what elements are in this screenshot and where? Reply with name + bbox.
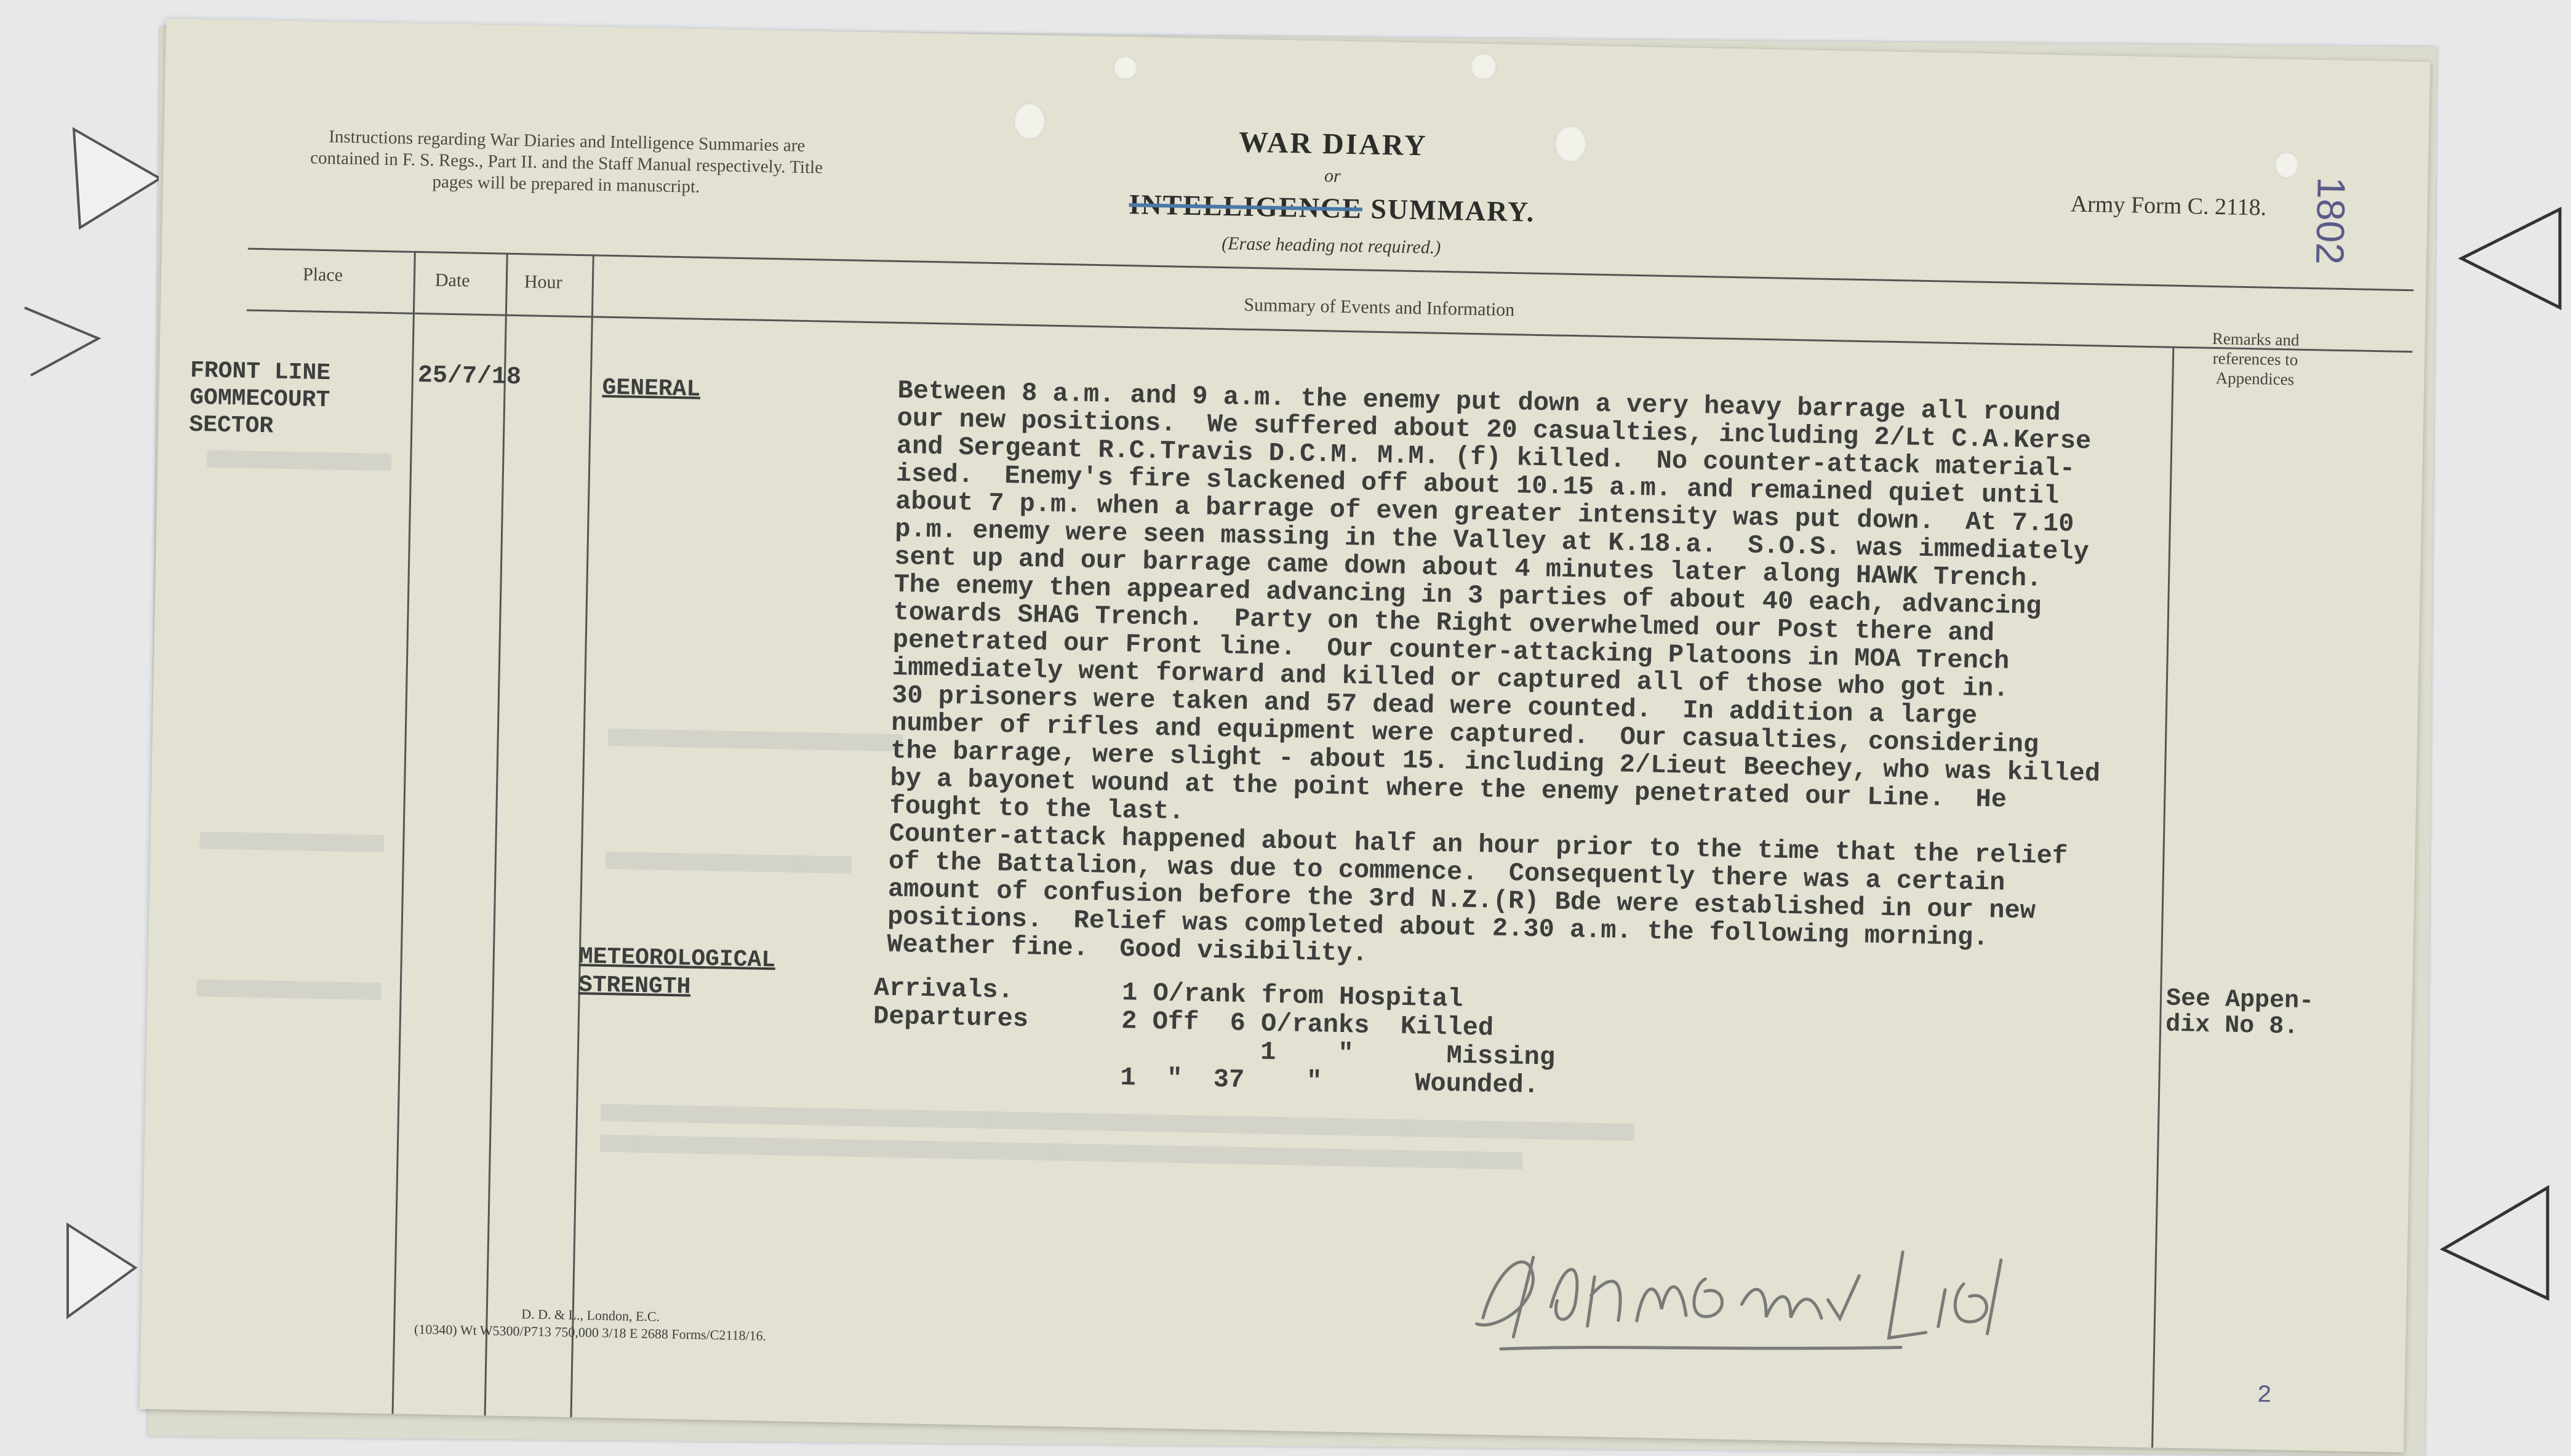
- column-divider-hour: [570, 254, 594, 1417]
- punch-hole: [1469, 53, 1497, 81]
- title-or: or: [1324, 166, 1341, 186]
- column-header-summary: Summary of Events and Information: [1244, 294, 1515, 321]
- column-header-hour: Hour: [524, 271, 562, 293]
- show-through-text: [199, 831, 384, 852]
- war-diary-page: [140, 18, 2431, 1452]
- column-divider-date: [484, 253, 508, 1416]
- entry-narrative: Between 8 a.m. and 9 a.m. the enemy put down a very heavy barrage all round our new positions. We suffered about 20 casualties, including 2/Lt C.A.Kerse and Sergeant R.C.Travis D.C.M. M.M. (f) killed. No counter-attack material- ised. Enemy's fire slackened off about 10.15 a.m. and remained quiet until about 7 p.m. when a barrage of even greater intensity was put down. At 7.10 p.m. enemy were seen massing in the Valley at K.18.a. S.O.S. was immediately sent up and our barrage came down about 4 minutes later along HAWK Trench. The enemy then appeared advancing in 3 parties of about 40 each, advancing towards SHAG Trench. Party on the Right overwhelmed our Post there and penetrated our Front line. Our counter-attacking Platoons in MOA Trench immediately went forward and killed or captured all of those who got in. 30 prisoners were taken and 57 dead were counted. In addition a large number of rifles and equipment were captured. Our casualties, considering the barrage, were slight - about 15. including 2/Lieut Beechey, who was killed by a bayonet wound at the point where the enemy penetrated our Line. He fought to the last. Counter-attack happened about half an hour prior to the time that the relief of the Battalion, was due to commence. Consequently there was a certain amount of confusion before the 3rd N.Z.(R) Bde were established in our new positions. Relief was completed about 2.30 a.m. the following morning. Weather fine. Good visibility.: [886, 375, 2101, 969]
- instructions-note: Instructions regarding War Diaries and Intelligence Summaries are contained in F. S. Regs., Part II. and the Staff Manual respectively. Title pages will be prepared in manuscript.: [310, 127, 823, 197]
- entry-date: 25/7/18: [417, 361, 522, 392]
- column-header-remarks: Remarks and references to Appendices: [2212, 329, 2300, 389]
- page-tab-right-top: [2455, 203, 2566, 314]
- show-through-text: [196, 979, 381, 1000]
- column-header-date: Date: [434, 270, 470, 291]
- title-war-diary: WAR DIARY: [1238, 126, 1428, 162]
- page-tab-left-mid: [18, 302, 105, 388]
- remarks-appendix-reference: See Appen- dix No 8.: [2165, 985, 2314, 1041]
- punch-hole: [1113, 55, 1138, 81]
- show-through-text: [607, 729, 903, 751]
- page-tab-left-bottom: [55, 1218, 142, 1323]
- show-through-text: [600, 1135, 1523, 1170]
- erase-note: (Erase heading not required.): [1221, 233, 1441, 258]
- page-tab-right-bottom: [2437, 1182, 2554, 1305]
- title-intelligence-summary: [1024, 186, 1640, 230]
- show-through-text: [601, 1104, 1634, 1141]
- corner-mark: 2: [2257, 1382, 2273, 1410]
- show-through-text: [606, 852, 852, 874]
- heading-general: GENERAL: [602, 374, 701, 403]
- folio-number-stamp: 1802: [2307, 176, 2354, 265]
- strength-table: Arrivals. 1 O/rank from Hospital Departures 2 Off 6 O/ranks Killed 1 " Missing 1 " 37 " Wounded.: [871, 973, 1556, 1101]
- page-tab-left-top: [68, 123, 166, 234]
- title-summary-word: SUMMARY.: [1370, 193, 1535, 228]
- heading-meteorological: METEOROLOGICAL: [578, 943, 776, 974]
- commanding-officer-signature: [1458, 1219, 2014, 1371]
- title-struck-word: INTELLIGENCE: [1129, 188, 1363, 225]
- entry-place: FRONT LINE GOMMECOURT SECTOR: [188, 357, 331, 440]
- printer-imprint: D. D. & L., London, E.C. (10340) Wt W5300/P713 750,000 3/18 E 2688 Forms/C2118/16.: [414, 1306, 767, 1344]
- column-header-place: Place: [302, 264, 343, 286]
- form-title: [1023, 121, 1641, 262]
- punch-hole: [2274, 151, 2300, 179]
- heading-strength: STRENGTH: [578, 972, 691, 1001]
- army-form-number: Army Form C. 2118.: [2070, 191, 2267, 221]
- show-through-text: [207, 450, 391, 471]
